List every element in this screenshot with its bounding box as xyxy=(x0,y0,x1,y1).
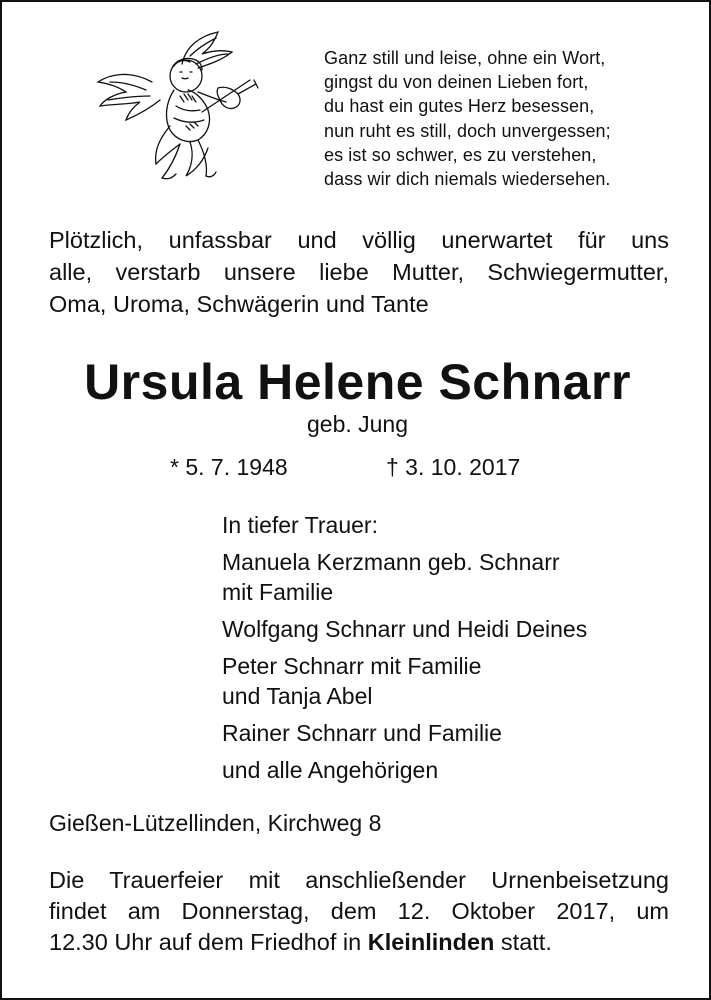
mourner-group xyxy=(222,614,587,644)
deceased-name: Ursula Helene Schnarr xyxy=(84,354,631,410)
death-date: † 3. 10. 2017 xyxy=(386,454,521,480)
mourner-line: Peter Schnarr mit Familie xyxy=(222,653,482,679)
mourner-line: Wolfgang Schnarr und Heidi Deines xyxy=(222,616,588,642)
mourners-list xyxy=(222,510,587,785)
mourner-line: Rainer Schnarr und Familie xyxy=(222,720,502,746)
service-end-text: statt. xyxy=(494,929,552,955)
announcement-line: Plötzlich, unfassbar und völlig unerwartet für uns xyxy=(49,227,669,253)
poem-line: dass wir dich niemals wiedersehen. xyxy=(324,169,611,190)
cemetery-location: Kleinlinden xyxy=(367,929,495,955)
service-line xyxy=(49,927,669,958)
mourner-group xyxy=(222,651,587,711)
birth-date: * 5. 7. 1948 xyxy=(170,454,288,480)
poem-line: nun ruht es still, doch unvergessen; xyxy=(324,120,611,141)
mourner-group xyxy=(222,547,587,607)
poem-line: du hast ein gutes Herz besessen, xyxy=(324,96,595,117)
mourner-line: und Tanja Abel xyxy=(222,683,373,709)
mourner-line: Manuela Kerzmann geb. Schnarr xyxy=(222,549,560,575)
birth-name: geb. Jung xyxy=(306,411,409,437)
mourner-line: mit Familie xyxy=(222,579,334,605)
mourner-line: und alle Angehörigen xyxy=(222,757,439,783)
announcement-text xyxy=(49,224,669,320)
address: Gießen-Lützellinden, Kirchweg 8 xyxy=(49,810,382,836)
mourner-group xyxy=(222,755,587,785)
poem-line: Ganz still und leise, ohne ein Wort, xyxy=(324,48,606,68)
service-line: Die Trauerfeier mit anschließender Urnenbeisetzung xyxy=(49,867,669,893)
poem xyxy=(324,46,611,191)
service-info xyxy=(49,865,669,958)
poem-line: es ist so schwer, es zu verstehen, xyxy=(324,144,597,165)
mourners-heading: In tiefer Trauer: xyxy=(222,512,378,538)
service-time-text: 12.30 Uhr auf dem Friedhof in xyxy=(49,929,368,955)
service-line: findet am Donnerstag, dem 12. Oktober 2017, um xyxy=(49,898,669,924)
poem-line: gingst du von deinen Lieben fort, xyxy=(324,72,589,93)
angel-violin-icon xyxy=(90,30,265,190)
announcement-line: alle, verstarb unsere liebe Mutter, Schwiegermutter, xyxy=(49,259,669,285)
mourner-group xyxy=(222,718,587,748)
announcement-line: Oma, Uroma, Schwägerin und Tante xyxy=(49,291,429,317)
